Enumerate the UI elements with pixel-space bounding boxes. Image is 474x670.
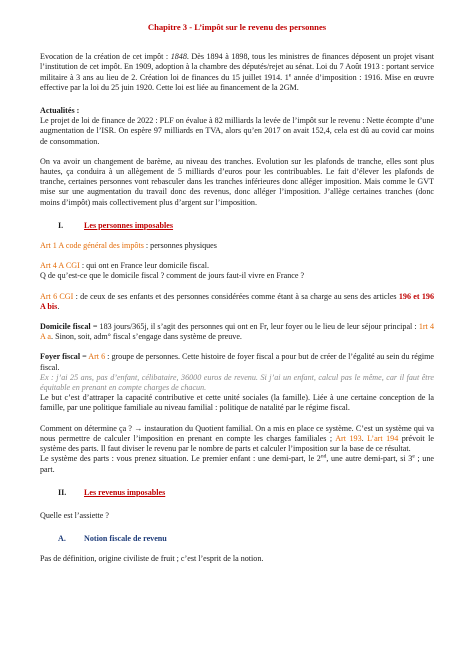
art6-ref2: 196 et 196 A bis <box>40 291 434 311</box>
subsection-a-label: Notion fiscale de revenu <box>84 534 167 544</box>
foyer-example: Ex : j’ai 25 ans, pas d’enfant, célibataire, 36000 euros de revenu. Si j’ai un enfant, calcul pas le même, car il faut être équitable en prenant en compte charges de chacun. <box>40 372 434 393</box>
parts-paragraph <box>40 454 434 474</box>
intro-text-a: Evocation de la création de cet impôt : <box>40 52 171 62</box>
intro-superscript: e <box>288 71 292 78</box>
actualites-heading: Actualités : <box>40 106 80 116</box>
section-1-heading <box>40 221 434 231</box>
actualites-paragraph-2: On va avoir un changement de barème, au niveau des tranches. Evolution sur les plafonds de tranche, elles sont plus hautes, ça conduira à un allègement de 5 milliards d’euros pour les contribuables. Le fait d’élever les plafonds de tranche, certaines personnes vont rebasculer dans les tranches inférieures donc alléger imposition. Mais comme le GVT mise sur une augmentation du travail donc des revenus, donc alléger l’imposition. J’allège certaines tranches (donc moins d’impôt) mais collectivement plus d’argent sur l’imposition. <box>40 156 434 207</box>
art4-line <box>40 261 434 271</box>
quotient-text-b: . <box>361 433 368 443</box>
quotient-paragraph <box>40 424 434 455</box>
section-2-paragraph: Pas de définition, origine civiliste de fruit ; c’est l’esprit de la notion. <box>40 554 264 564</box>
foyer-label: Foyer fiscal <box>40 352 81 362</box>
quotient-text-a: Comment on détermine ça ? → instauration du Quotient familial. On a mis en place ce système. C’est un système qui va nous permettre de calculer l’imposition en prenant en compte les charges familiales ; <box>40 423 434 443</box>
quotient-ref-193: Art 193 <box>335 433 362 443</box>
section-2-heading <box>40 488 434 498</box>
foyer-ref: Art 6 <box>88 352 106 362</box>
parts-superscript-2: nd <box>320 453 327 460</box>
section-2-number: II. <box>58 487 67 497</box>
intro-text-b: . Dès 1894 à 1898, tous les ministres de finances déposent un projet visant l’institution de cet impôt. En 1909, adoption à la chambre des députés/rejet au sénat. Loi du 7 Août 1913 : portant service militaire à 3 ans au lieu de 2. Création loi de finances du 15 juillet 1914. 1 <box>40 52 434 82</box>
art6-ref: Art 6 CGI <box>40 291 74 301</box>
domicile-label: Domicile fiscal <box>40 322 91 332</box>
page-title: Chapitre 3 - L’impôt sur le revenu des personnes <box>147 22 327 32</box>
art4-ref: Art 4 A CGI <box>40 261 80 271</box>
intro-year: 1848 <box>170 52 187 62</box>
parts-text-e: , une autre demi-part, si 3 <box>326 454 413 464</box>
section-1-label: Les personnes imposables <box>84 220 174 230</box>
domicile-ref: 1rt 4 A a <box>40 322 434 342</box>
art4-question: Q de qu’est-ce que le domicile fiscal ? comment de jours faut-il vivre en France ? <box>40 271 305 281</box>
parts-text-d: Le système des parts : vous prenez situation. Le premier enfant : une demi-part, le 2 <box>40 454 321 464</box>
subsection-a-number: A. <box>58 534 66 544</box>
parts-text-f: ; une part. <box>40 454 434 474</box>
quotient-text-c: prévoit le système des parts. Il faut diviser le revenu par le nombre de parts et calculer l’imposition sur la base de ce résultat. <box>40 433 435 454</box>
art1-line <box>40 241 434 251</box>
section-2-label: Les revenus imposables <box>84 487 166 497</box>
art4-text: : qui ont en France leur domicile fiscal. <box>79 261 210 271</box>
actualites-paragraph-1: Le projet de loi de finance de 2022 : PLF on évalue à 82 milliards la levée de l’impôt sur le revenu : Nette écompte d’une augmentation de l’ISR. On espère 97 milliards en TVA, alors qu’en 2017 on avait 152,4, cela est dû au covid car moins de consommation. <box>40 116 434 146</box>
domicile-text: = 183 jours/365j, il s’agit des personnes qui ont en Fr, leur foyer ou le lieu de leur séjour principal : <box>90 322 419 332</box>
section-2-question: Quelle est l’assiette ? <box>40 510 109 520</box>
art6-paragraph <box>40 292 434 312</box>
parts-superscript-3: e <box>412 453 415 460</box>
art6-end: . <box>57 301 60 311</box>
foyer-paragraph <box>40 352 434 372</box>
domicile-paragraph <box>40 322 434 342</box>
foyer-text-a: = <box>80 352 89 362</box>
foyer-text-b: : groupe de personnes. Cette histoire de foyer fiscal a pour but de créer de l’égalité au sein du régime fiscal. <box>40 352 435 372</box>
art6-text: : de ceux de ses enfants et des personnes considérées comme étant à sa charge au sens des articles <box>73 291 399 301</box>
quotient-ref-194: L’art 194 <box>367 433 399 443</box>
foyer-conclusion: Le but c’est d’attraper la capacité contributive et cette unité sociales (la famille). Liée à une certaine conception de la famille, par une politique familiale au niveau familial : politique de natalité par le régime fiscal. <box>40 393 434 413</box>
section-1-number: I. <box>58 220 64 230</box>
intro-paragraph <box>40 52 434 93</box>
art1-ref: Art 1 A code général des impôts <box>40 241 144 251</box>
subsection-a-heading <box>40 534 434 544</box>
intro-text-c: année d’imposition : 1916. Mise en œuvre effective par la loi du 25 juin 1920. Cette loi est liée au financement de la 2GM. <box>40 72 434 92</box>
art1-text: : personnes physiques <box>143 241 217 251</box>
domicile-end: . Sinon, soit, adm° fiscal s’engage dans système de preuve. <box>51 332 242 342</box>
